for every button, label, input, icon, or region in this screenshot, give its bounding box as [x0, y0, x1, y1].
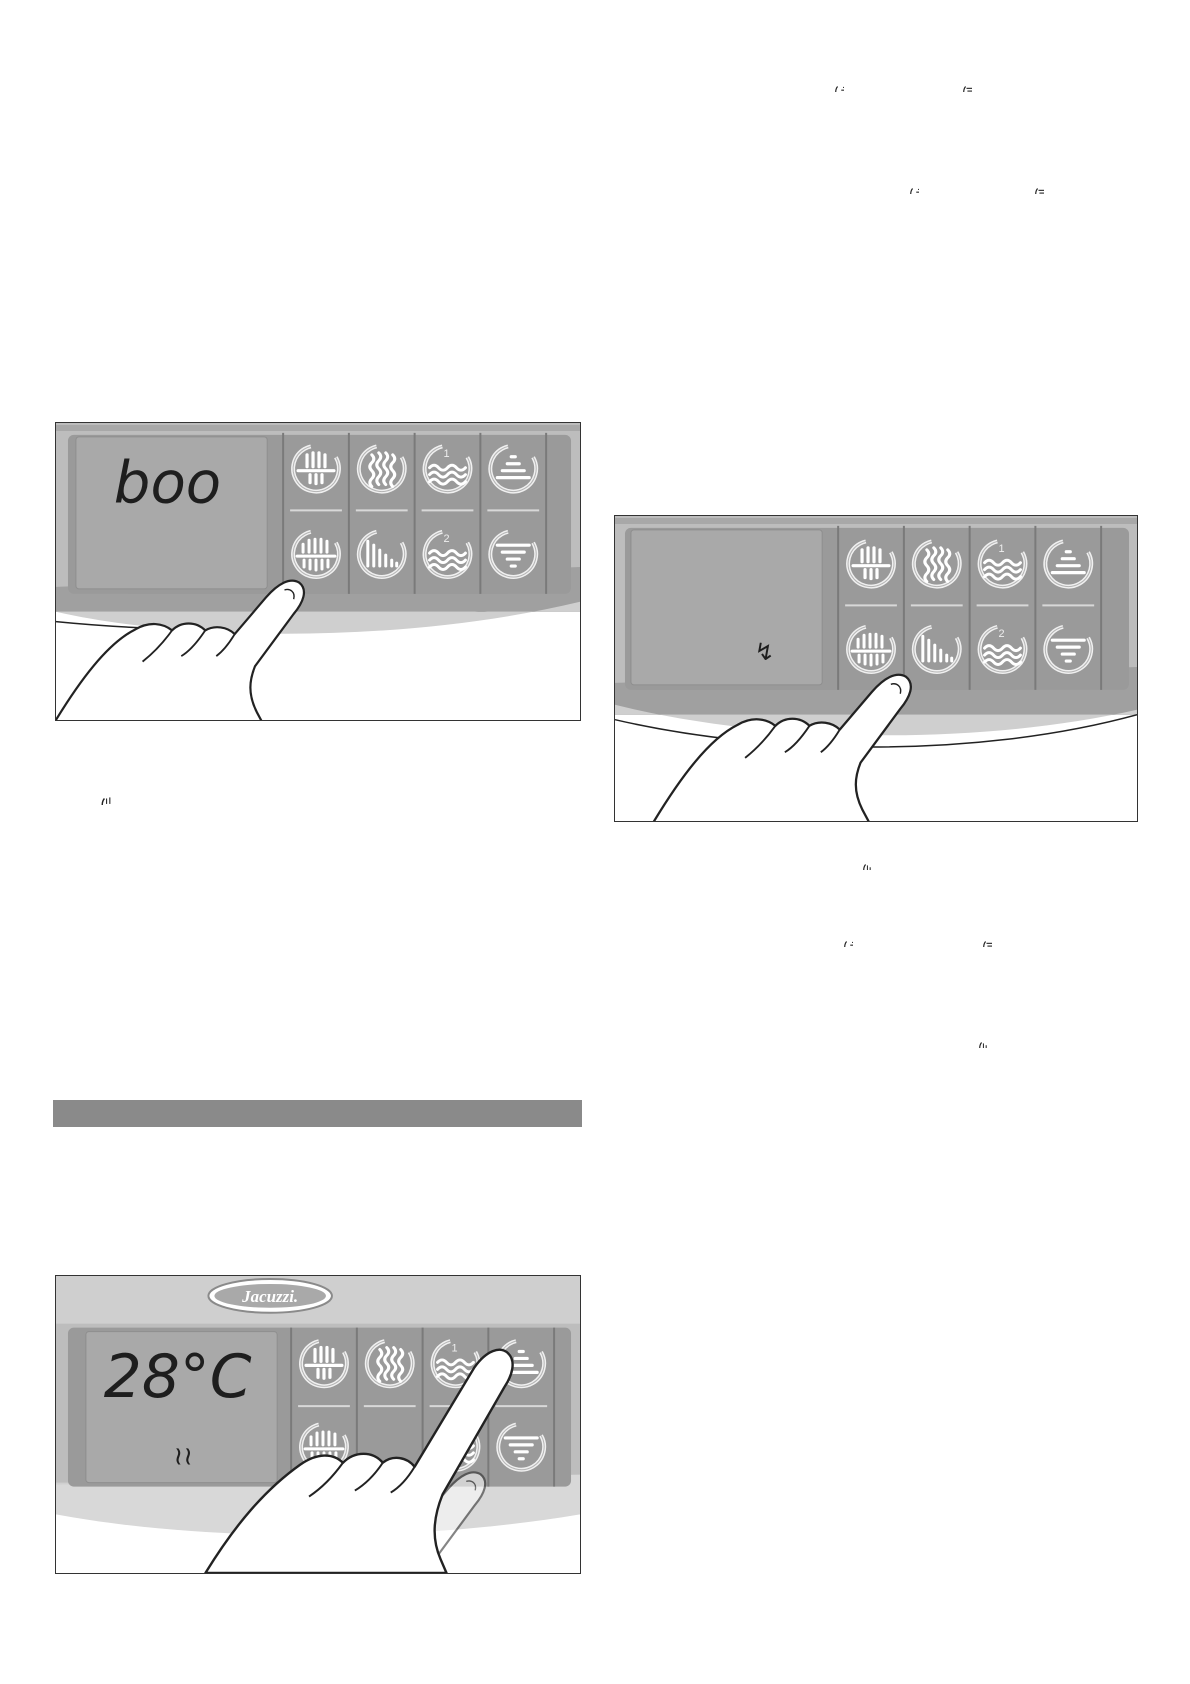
sequence-icon	[966, 1026, 988, 1048]
pump-2-label: 2	[998, 628, 1005, 641]
lcd-display-text: boo	[113, 448, 222, 517]
lcd-indicator: ↯	[754, 638, 775, 667]
temperature-down-icon	[950, 70, 972, 92]
temperature-up-icon	[897, 172, 919, 194]
temperature-up-icon	[831, 925, 853, 947]
section-header-bar	[53, 1100, 582, 1127]
pump-1-label: 1	[451, 1342, 458, 1355]
sequence-icon	[850, 848, 872, 870]
temperature-up-icon	[822, 70, 844, 92]
pump-1-label: 1	[443, 447, 450, 460]
figure-control-panel-boo	[55, 422, 581, 721]
heater-indicator: ≀≀	[173, 1441, 193, 1472]
temperature-down-icon	[1022, 172, 1044, 194]
figure-control-panel-temperature	[55, 1275, 581, 1574]
hydromassage-all-icon	[86, 779, 112, 805]
pump-2-label: 2	[443, 533, 450, 546]
jacuzzi-logo: Jacuzzi.	[242, 1286, 299, 1306]
pump-1-label: 1	[998, 542, 1005, 555]
temperature-down-icon	[970, 925, 992, 947]
lcd-temperature: 28°C	[103, 1343, 252, 1413]
figure-control-panel-sequence	[614, 515, 1138, 822]
